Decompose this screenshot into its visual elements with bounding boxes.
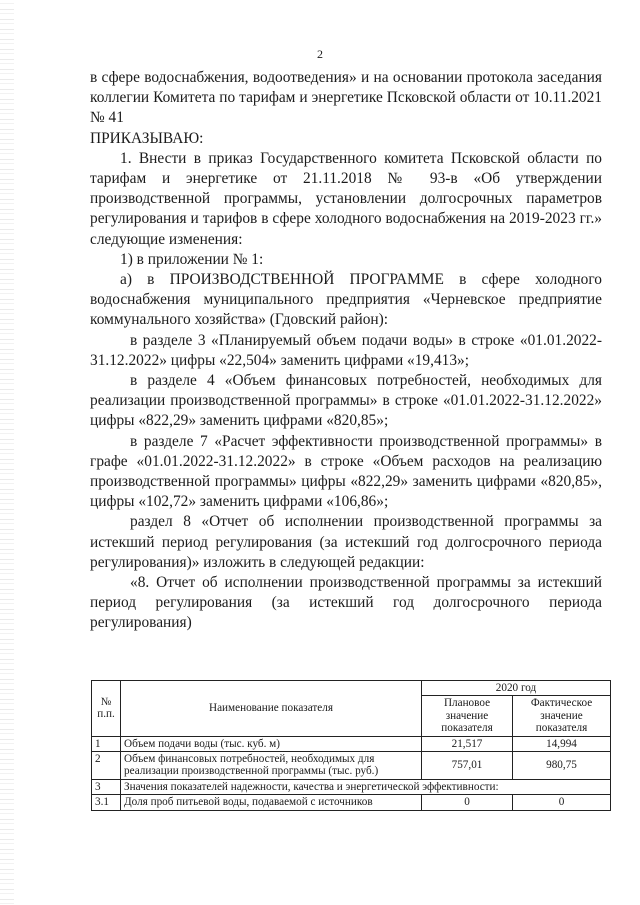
table-row <box>92 736 611 751</box>
document-body <box>90 68 602 634</box>
table-header-row <box>92 681 611 696</box>
scan-edge-artifact <box>0 0 14 905</box>
report-table <box>91 680 611 811</box>
header-num: № п.п. <box>92 681 121 737</box>
row-fact: 0 <box>513 795 611 810</box>
header-plan: Плановое значение показателя <box>422 696 513 736</box>
header-year: 2020 год <box>422 681 611 696</box>
paragraph-report-title: «8. Отчет об исполнении производственной программы за истекший период регулирования (за истекший год долгосрочного периода регулирования) <box>90 574 602 632</box>
header-fact: Фактическое значение показателя <box>513 696 611 736</box>
table-row <box>92 795 611 810</box>
page-number: 2 <box>317 47 323 61</box>
row-plan: 0 <box>422 795 513 810</box>
table-row <box>92 779 611 794</box>
row-fact: 14,994 <box>513 736 611 751</box>
paragraph-appendix: 1) в приложении № 1: <box>120 250 264 268</box>
paragraph-program: а) в ПРОИЗВОДСТВЕННОЙ ПРОГРАММЕ в сфере холодного водоснабжения муниципального предприятия «Черневское предприятие коммунального хозяйства» (Гдовский район): <box>90 271 602 329</box>
row-num: 2 <box>92 752 121 780</box>
row-num: 3.1 <box>92 795 121 810</box>
paragraph-section-3: в разделе 3 «Планируемый объем подачи воды» в строке «01.01.2022-31.12.2022» цифры «22,504» заменить цифрами «19,413»; <box>90 331 602 369</box>
header-name: Наименование показателя <box>121 681 422 737</box>
row-name: Объем подачи воды (тыс. куб. м) <box>121 736 422 751</box>
table-row <box>92 752 611 780</box>
row-plan: 757,01 <box>422 752 513 780</box>
row-name: Доля проб питьевой воды, подаваемой с источников <box>121 795 422 810</box>
row-num: 1 <box>92 736 121 751</box>
row-plan: 21,517 <box>422 736 513 751</box>
paragraph-section-8: раздел 8 «Отчет об исполнении производственной программы за истекший период регулирования (за истекший год долгосрочного периода регулирования)» изложить в следующей редакции: <box>90 513 602 571</box>
row-num: 3 <box>92 779 121 794</box>
paragraph-section-7: в разделе 7 «Расчет эффективности производственной программы» в графе «01.01.2022-31.12.2022» в строке «Объем расходов на реализацию производственной программы» цифры «822,29» заменить цифрами «820,85», цифры «102,72» заменить цифрами «106,86»; <box>90 432 602 511</box>
row-name: Объем финансовых потребностей, необходимых для реализации производственной программы (тыс. руб.) <box>121 752 422 780</box>
row-fact: 980,75 <box>513 752 611 780</box>
paragraph-basis: в сфере водоснабжения, водоотведения» и на основании протокола заседания коллегии Комитета по тарифам и энергетике Псковской области от 10.11.2021 № 41 <box>90 69 602 127</box>
order-heading: ПРИКАЗЫВАЮ: <box>90 129 204 147</box>
row-name: Значения показателей надежности, качества и энергетической эффективности: <box>121 779 611 794</box>
paragraph-section-4: в разделе 4 «Объем финансовых потребностей, необходимых для реализации производственной программы» в строке «01.01.2022-31.12.2022» цифры «822,29» заменить цифрами «820,85»; <box>90 372 602 430</box>
paragraph-item-1: 1. Внести в приказ Государственного комитета Псковской области по тарифам и энергетике от 21.11.2018 № 93-в «Об утверждении производственной программы, установлении долгосрочных параметров регулирования и тарифов в сфере холодного водоснабжения на 2019-2023 гг.» следующие изменения: <box>90 149 602 248</box>
